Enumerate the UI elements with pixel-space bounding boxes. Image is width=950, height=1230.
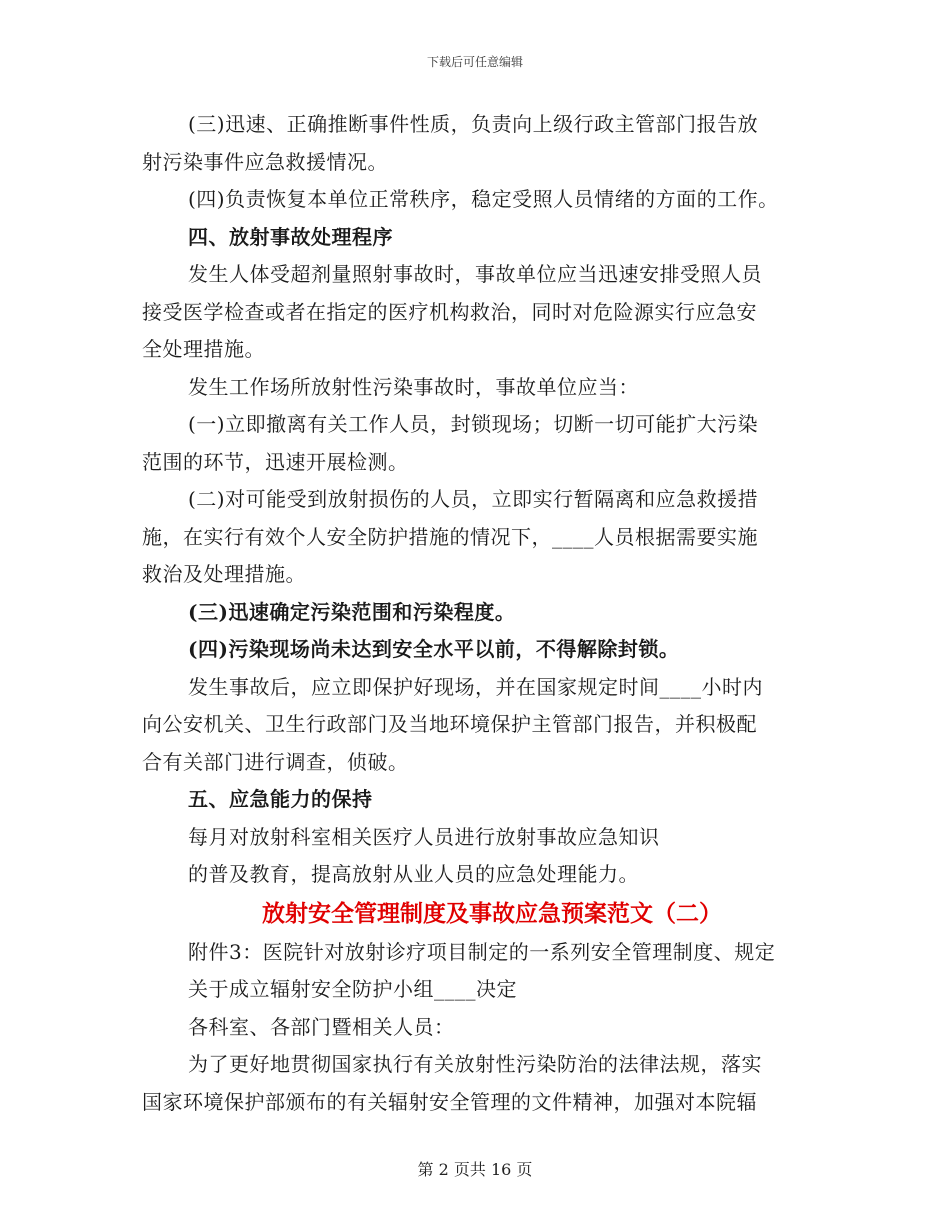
section-heading: 四、放射事故处理程序 [188,224,393,249]
paragraph-line: 合有关部门进行调查，侦破。 [142,749,409,774]
paragraph-line: (四)负责恢复本单位正常秩序，稳定受照人员情绪的方面的工作。 [188,187,779,211]
paragraph-line: 各科室、各部门暨相关人员： [188,1014,455,1039]
paragraph-line: 国家环境保护部颁布的有关辐射安全管理的文件精神，加强对本院辐 [142,1089,757,1114]
document-body [142,106,822,1121]
paragraph-line: 为了更好地贯彻国家执行有关放射性污染防治的法律法规，落实 [188,1052,762,1076]
paragraph-line: 附件3：医院针对放射诊疗项目制定的一系列安全管理制度、规定 [188,939,776,964]
paragraph-line: 关于成立辐射安全防护小组____决定 [188,977,517,1001]
paragraph-line: (二)对可能受到放射损伤的人员，立即实行暂隔离和应急救援措 [188,487,759,511]
paragraph-line: 接受医学检查或者在指定的医疗机构救治，同时对危险源实行应急安 [142,299,757,324]
paragraph-line: 射污染事件应急救援情况。 [142,149,388,174]
paragraph-line: 发生工作场所放射性污染事故时，事故单位应当： [188,374,639,399]
paragraph-line: 发生事故后，应立即保护好现场，并在国家规定时间____小时内 [188,674,763,699]
bold-line: (四)污染现场尚未达到安全水平以前，不得解除封锁。 [188,637,680,661]
page-header: 下载后可任意编辑 [426,55,523,69]
paragraph-line: (一)立即撤离有关工作人员，封锁现场；切断一切可能扩大污染 [188,412,759,436]
paragraph-line: 的普及教育，提高放射从业人员的应急处理能力。 [188,862,639,886]
page-footer: 第 2 页共 16 页 [417,1160,533,1179]
paragraph-line: 救治及处理措施。 [142,562,306,586]
paragraph-line: (三)迅速、正确推断事件性质，负责向上级行政主管部门报告放 [188,112,759,136]
paragraph-line: 每月对放射科室相关医疗人员进行放射事故应急知识 [188,824,660,849]
paragraph-line: 向公安机关、卫生行政部门及当地环境保护主管部门报告，并积极配 [142,712,757,736]
document-title: 放射安全管理制度及事故应急预案范文（二） [262,899,722,927]
section-heading: 五、应急能力的保持 [188,787,373,811]
paragraph-line: 发生人体受超剂量照射事故时，事故单位应当迅速安排受照人员 [188,262,762,286]
bold-line: (三)迅速确定污染范围和污染程度。 [188,599,516,624]
paragraph-line: 施，在实行有效个人安全防护措施的情况下，____人员根据需要实施 [142,524,758,549]
paragraph-line: 范围的环节，迅速开展检测。 [142,449,409,474]
paragraph-line: 全处理措施。 [142,337,265,361]
